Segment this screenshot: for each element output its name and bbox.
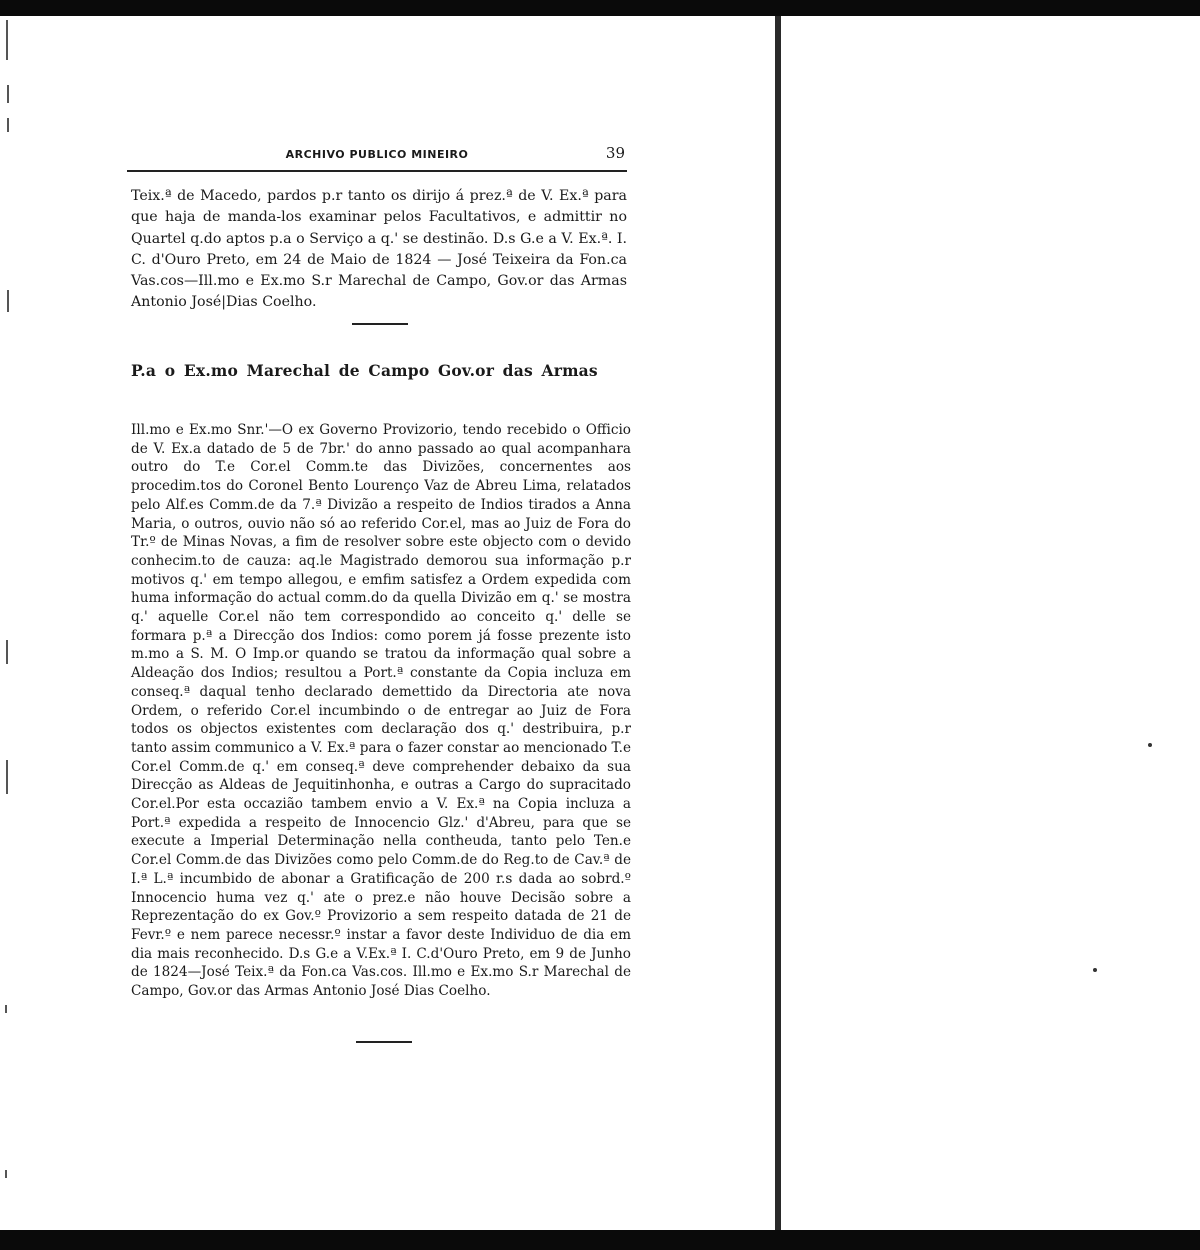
letter-heading: P.a o Ex.mo Marechal de Campo Gov.or das Armas <box>131 361 598 380</box>
letter-body: Ill.mo e Ex.mo Snr.'—O ex Governo Provizorio, tendo recebido o Officio de V. Ex.a datado de 5 de 7br.' do anno passado ao qual acompanhara outro do T.e Cor.el Comm.te das Divizões, concernentes aos procedim.tos do Coronel Bento Lourenço Vaz de Abreu Lima, relatados pelo Alf.es Comm.de da 7.ª Divizão a respeito de Indios tirados a Anna Maria, o outros, ouvio não só ao referido Cor.el, mas ao Juiz de Fora do Tr.º de Minas Novas, a fim de resolver sobre este objecto com o devido conhecim.to de cauza: aq.le Magistrado demorou sua informação p.r motivos q.' em tempo allegou, e emfim satisfez a Ordem expedida com huma informação do actual comm.do da quella Divizão em q.' se mostra q.' aquelle Cor.el não tem correspondido ao conceito q.' delle se formara p.ª a Direcção dos Indios: como porem já fosse prezente isto m.mo a S. M. O Imp.or quando se tratou da informação qual sobre a Aldeação dos Indios; resultou a Port.ª constante da Copia incluza em conseq.ª daqual tenho declarado demettido da Directoria ate nova Ordem, o referido Cor.el incumbindo o de entregar ao Juiz de Fora todos os objectos existentes com declaração dos q.' destribuira, p.r tanto assim communico a V. Ex.ª para o fazer constar ao mencionado T.e Cor.el Comm.de q.' em conseq.ª deve comprehender debaixo da sua Direcção as Aldeas de Jequitinhonha, e outras a Cargo do supracitado Cor.el.Por esta occazião tambem envio a V. Ex.ª na Copia incluza a Port.ª expedida a respeito de Innocencio Glz.' d'Abreu, para que se execute a Imperial Determinação nella contheuda, tanto pelo Ten.e Cor.el Comm.de das Divizões como pelo Comm.de do Reg.to de Cav.ª de I.ª L.ª incumbido de abonar a Gratificação de 200 r.s dada ao sobrd.º Innocencio huma vez q.' ate o prez.e não houve Decisão sobre a Reprezentação do ex Gov.º Provizorio a sem respeito datada de 21 de Fevr.º e nem parece necessr.º instar a favor deste Individuo de dia em dia mais reconhecido. D.s G.e a V.Ex.ª I. C.d'Ouro Preto, em 9 de Junho de 1824—José Teix.ª da Fon.ca Vas.cos. Ill.mo e Ex.mo S.r Marechal de Campo, Gov.or das Armas Antonio José Dias Coelho. <box>131 422 631 1000</box>
scan-bottom-border <box>0 1230 1200 1250</box>
scan-edge-mark <box>5 1170 7 1178</box>
page-number: 39 <box>605 144 625 162</box>
scan-edge-mark <box>6 760 8 794</box>
scan-edge-mark <box>6 640 8 664</box>
section-divider <box>352 323 408 325</box>
paper-speck <box>1093 968 1097 972</box>
letter-closing-paragraph: Teix.ª de Macedo, pardos p.r tanto os dirijo á prez.ª de V. Ex.ª para que haja de manda-los examinar pelos Facultativos, e admittir no Quartel q.do aptos p.a o Serviço a q.' se destinão. D.s G.e a V. Ex.ª. I. C. d'Ouro Preto, em 24 de Maio de 1824 — José Teixeira da Fon.ca Vas.cos—Ill.mo e Ex.mo S.r Marechal de Campo, Gov.or das Armas Antonio José|Dias Coelho. <box>131 188 627 311</box>
scan-edge-mark <box>7 290 9 312</box>
scan-edge-mark <box>7 118 9 132</box>
scan-edge-mark <box>7 85 9 103</box>
running-head <box>127 146 627 172</box>
running-title: ARCHIVO PUBLICO MINEIRO <box>285 148 469 161</box>
section-divider <box>356 1041 412 1043</box>
blank-facing-page <box>781 16 1200 1230</box>
scan-edge-mark <box>6 20 8 60</box>
scan-edge-mark <box>5 1005 7 1013</box>
paper-speck <box>1148 743 1152 747</box>
scan-top-border <box>0 0 1200 16</box>
